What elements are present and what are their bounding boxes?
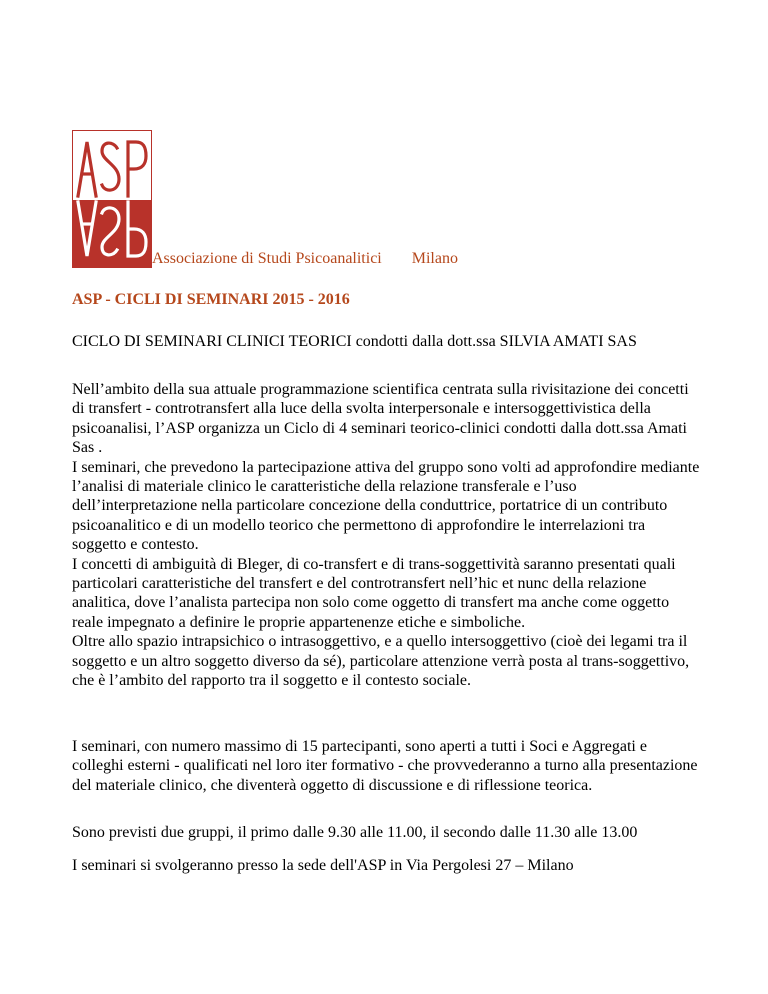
- association-name: Associazione di Studi Psicoanalitici: [152, 250, 382, 267]
- intro-paragraph: I concetti di ambiguità di Bleger, di co-transfert e di trans-soggettività saranno presentati quali particolari caratteristiche del transfert e del controtransfert nell’hic et nunc della relazione analitica, dove l’analista partecipa non solo come oggetto di transfert ma anche come oggetto reale impegnato a definire le proprie appartenenze etiche e simboliche.: [72, 555, 676, 631]
- location-paragraph: I seminari si svolgeranno presso la sede dell'ASP in Via Pergolesi 27 – Milano: [72, 857, 574, 874]
- asp-logo: [72, 130, 152, 268]
- page-title: ASP - CICLI DI SEMINARI 2015 - 2016: [72, 291, 350, 308]
- intro-paragraph: I seminari, che prevedono la partecipazione attiva del gruppo sono volti ad approfondire mediante l’analisi di materiale clinico le caratteristiche della relazione transferale e l’uso dell’interpretazione nella particolare concezione della conduttrice, portatrice di un contributo psicoanalitico e di un modello teorico che permettono di approfondire le interrelazioni tra soggetto e contesto.: [72, 458, 700, 554]
- participants-paragraph: I seminari, con numero massimo di 15 partecipanti, sono aperti a tutti i Soci e Aggregati e colleghi esterni - qualificati nel loro iter formativo - che provvederanno a turno alla presentazione del materiale clinico, che diventerà oggetto di discussione e di riflessione teorica.: [72, 738, 698, 794]
- intro-paragraph: Oltre allo spazio intrapsichico o intrasoggettivo, e a quello intersoggettivo (cioè dei legami tra il soggetto e un altro soggetto diverso da sé), particolare attenzione verrà posta al trans-soggettivo, che è l’ambito del rapporto tra il soggetto e il contesto sociale.: [72, 633, 690, 690]
- intro-section: [72, 380, 702, 691]
- association-city: Milano: [411, 250, 458, 267]
- association-line: [152, 251, 458, 267]
- groups-paragraph: Sono previsti due gruppi, il primo dalle 9.30 alle 11.00, il secondo dalle 11.30 alle 13.00: [72, 824, 638, 841]
- cycle-line: CICLO DI SEMINARI CLINICI TEORICI condotti dalla dott.ssa SILVIA AMATI SAS: [72, 333, 637, 350]
- intro-paragraph: Nell’ambito della sua attuale programmazione scientifica centrata sulla rivisitazione dei concetti di transfert - controtransfert alla luce della svolta interpersonale e intersoggettivistica della psicoanalisi, l’ASP organizza un Ciclo di 4 seminari teorico-clinici condotti dalla dott.ssa Amati Sas .: [72, 381, 689, 457]
- letterhead: [72, 128, 458, 268]
